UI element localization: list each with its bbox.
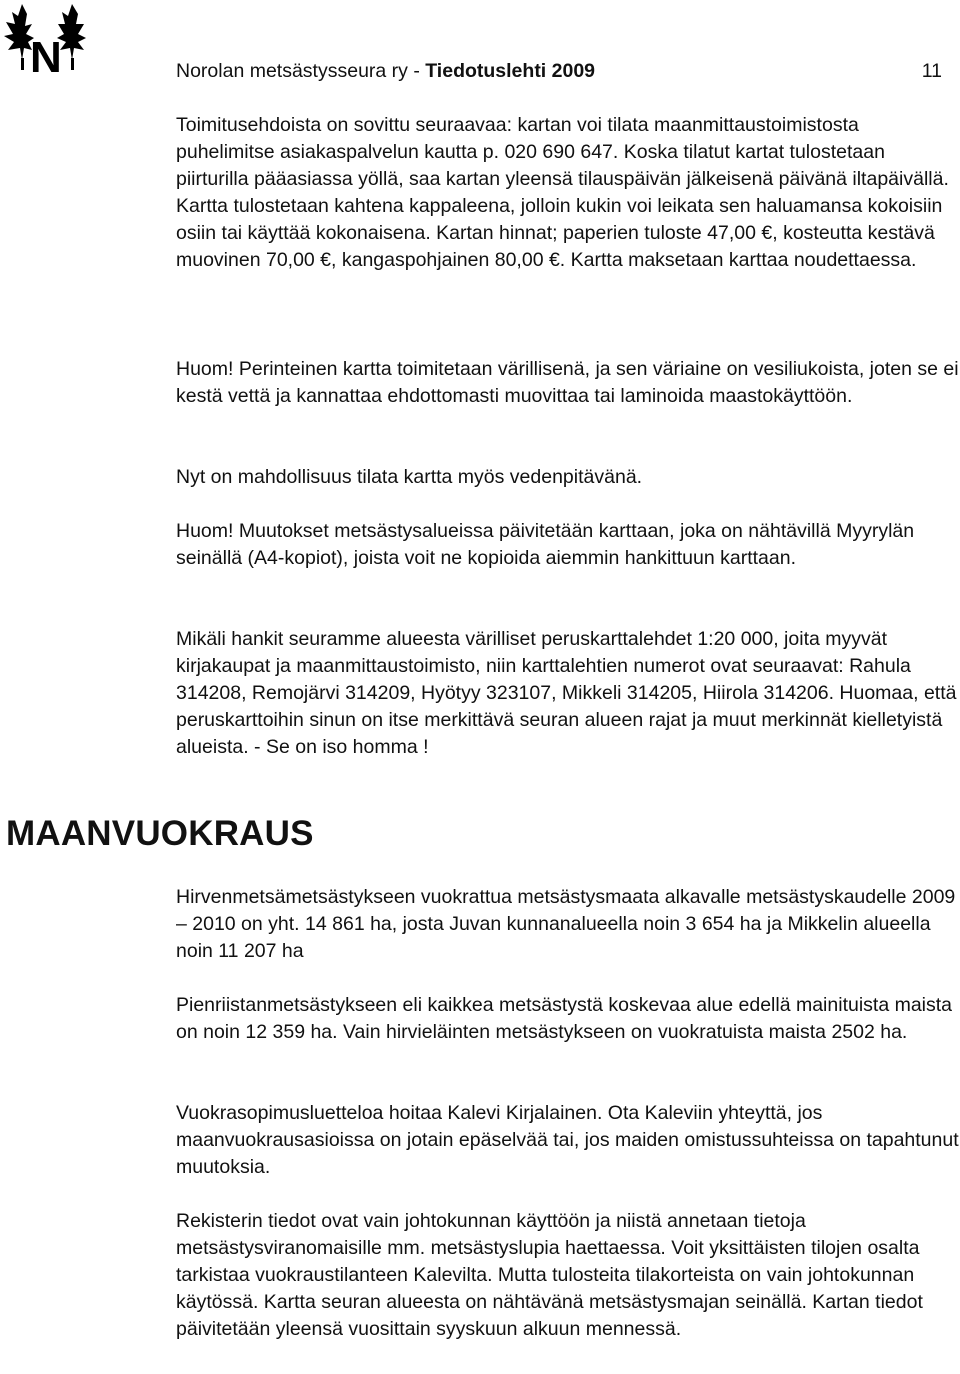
page-number: 11: [921, 60, 942, 82]
paragraph-register-info: Rekisterin tiedot ovat vain johtokunnan käyttöön ja niistä annetaan tietoja metsästysviranomaisille mm. metsästyslupia haettaessa. Voit yksittäisten tilojen osalta tarkistaa vuokraustilanteen Kalevilta. Mutta tulosteita tilakorteista on vain johtokunnan käytössä. Kartta seuran alueesta on nähtävänä metsästysmajan seinällä. Kartan tiedot päivitetään yleensä vuosittain syyskuun alkuun mennessä.: [176, 1210, 923, 1340]
norola-logo-icon: [4, 2, 86, 76]
page-header: [176, 58, 942, 84]
paragraph-map-ordering: Toimitusehdoista on sovittu seuraavaa: kartan voi tilata maanmittaustoimistosta puhelimitse asiakaspalvelun kautta p. 020 690 647. Koska tilatut kartat tulostetaan piirturilla pääasiassa yöllä, saa kartan yleensä tilauspäivän jälkeisenä päivänä iltapäivällä. Kartta tulostetaan kahtena kappaleena, jolloin kukin voi leikata sen haluamansa kokoisiin osiin tai käyttää kokonaisena. Kartan hinnat; paperien tuloste 47,00 €, kosteutta kestävä muovinen 70,00 €, kangaspohjainen 80,00 €. Kartta maksetaan karttaa noudettaessa.: [176, 114, 949, 271]
logo-letter: N: [30, 33, 62, 76]
paragraph-note-changes: Huom! Muutokset metsästysalueissa päivitetään karttaan, joka on nähtävillä Myyrylän seinällä (A4-kopiot), joista voit ne kopioida aiemmin hankittuun karttaan.: [176, 520, 915, 569]
paragraph-waterproof-option: Nyt on mahdollisuus tilata kartta myös vedenpitävänä.: [176, 466, 643, 488]
paragraph-moose-hunting-area: Hirvenmetsämetsästykseen vuokrattua metsästysmaata alkavalle metsästyskaudelle 2009 – 2010 on yht. 14 861 ha, josta Juvan kunnanalueella noin 3 654 ha ja Mikkelin alueella noin 11 207 ha: [176, 886, 956, 962]
section-heading-maanvuokraus: MAANVUOKRAUS: [6, 814, 314, 853]
header-title: Tiedotuslehti 2009: [425, 60, 596, 82]
paragraph-note-waterproof: Huom! Perinteinen kartta toimitetaan värillisenä, ja sen väriaine on vesiliukoista, joten se ei kestä vettä ja kannattaa ehdottomasti muovittaa tai laminoida maastokäyttöön.: [176, 358, 959, 407]
paragraph-small-game-area: Pienriistanmetsästykseen eli kaikkea metsästystä koskevaa alue edellä mainituista maista on noin 12 359 ha. Vain hirvieläinten metsästykseen on vuokratuista maista 2502 ha.: [176, 994, 953, 1043]
paragraph-lease-contact: Vuokrasopimusluetteloa hoitaa Kalevi Kirjalainen. Ota Kaleviin yhteyttä, jos maanvuokrausasioissa on jotain epäselvää tai, jos maiden omistussuhteissa on tapahtunut muutoksia.: [176, 1102, 959, 1178]
header-org: Norolan metsästysseura ry -: [176, 60, 426, 82]
paragraph-base-map-sheets: Mikäli hankit seuramme alueesta värilliset peruskarttalehdet 1:20 000, joita myyvät kirjakaupat ja maanmittaustoimisto, niin karttalehtien numerot ovat seuraavat: Rahula 314208, Remojärvi 314209, Hyötyy 323107, Mikkeli 314205, Hiirola 314206. Huomaa, että peruskarttoihin sinun on itse merkittävä seuran alueen rajat ja muut merkinnät kielletyistä alueista. - Se on iso homma !: [176, 628, 957, 758]
